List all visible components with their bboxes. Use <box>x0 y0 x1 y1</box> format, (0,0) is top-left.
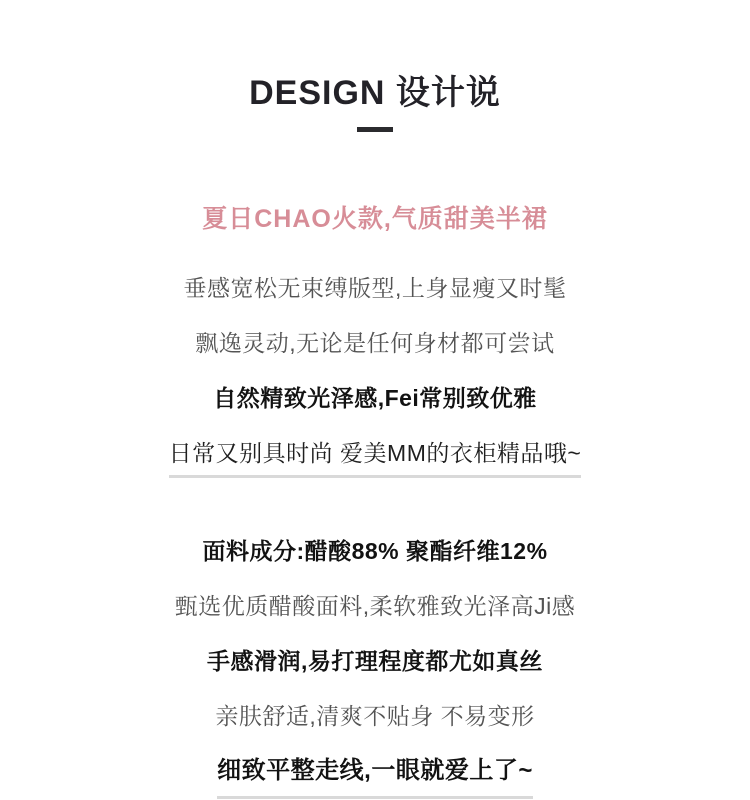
intro-line-1: 垂感宽松无束缚版型,上身显瘦又时髦 <box>183 275 567 301</box>
fabric-line-4: 亲肤舒适,清爽不贴身 不易变形 <box>215 703 535 729</box>
fabric-line-3: 手感滑润,易打理程度都尤如真丝 <box>207 648 543 674</box>
section-title: DESIGN 设计说 <box>249 74 501 112</box>
fabric-composition-line: 面料成分:醋酸88% 聚酯纤维12% <box>202 538 548 564</box>
fabric-line-5-underlined: 细致平整走线,一眼就爱上了~ <box>217 759 533 799</box>
pink-headline: 夏日CHAO火款,气质甜美半裙 <box>202 205 548 233</box>
title-underline-dash <box>357 127 393 132</box>
intro-line-2: 飘逸灵动,无论是任何身材都可尝试 <box>195 330 555 356</box>
fabric-line-2: 甄选优质醋酸面料,柔软雅致光泽高Ji感 <box>174 593 576 619</box>
intro-line-3: 自然精致光泽感,Fei常别致优雅 <box>213 385 537 411</box>
intro-line-4-underlined: 日常又别具时尚 爱美MM的衣柜精品哦~ <box>169 442 582 478</box>
